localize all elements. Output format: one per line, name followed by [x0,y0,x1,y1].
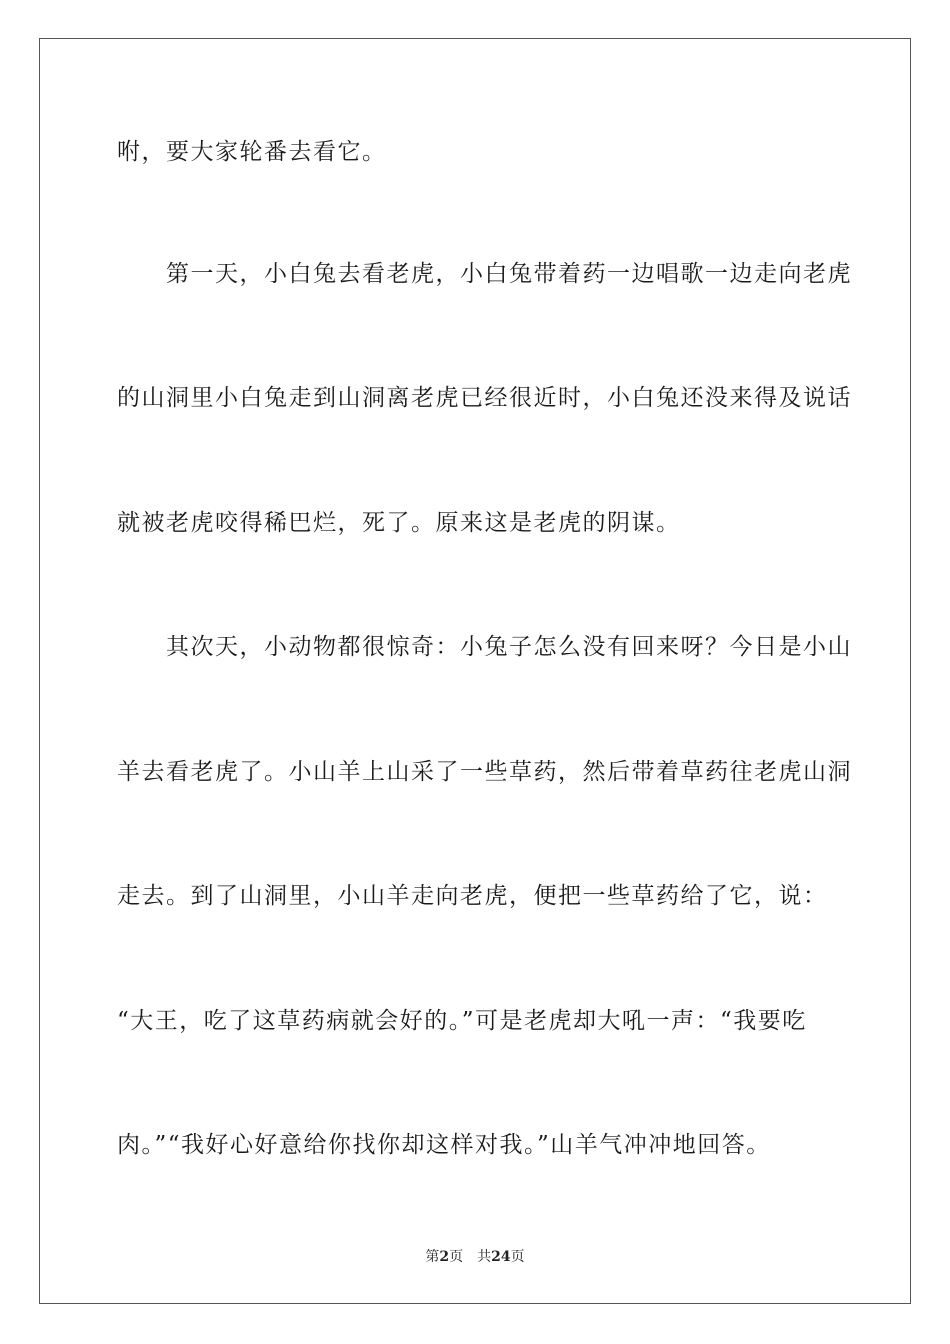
text-line: 走去。到了山洞里，小山羊走向老虎，便把一些草药给了它，说： [117,883,828,909]
page-suffix: 页 [449,1249,464,1265]
text-line: 第一天，小白兔去看老虎，小白兔带着药一边唱歌一边走向老虎 [117,261,852,287]
page-frame [39,38,911,1304]
text-line: 咐，要大家轮番去看它。 [117,139,387,165]
text-line: 就被老虎咬得稀巴烂，死了。原来这是老虎的阴谋。 [117,510,681,536]
text-line: 的山洞里小白兔走到山洞离老虎已经很近时，小白兔还没来得及说话 [117,385,852,411]
text-line: 羊去看老虎了。小山羊上山采了一些草药，然后带着草药往老虎山洞 [117,759,852,785]
page-footer [0,1248,950,1266]
total-suffix: 页 [510,1249,525,1265]
total-prefix: 共 [477,1249,492,1265]
page-prefix: 第 [425,1249,440,1265]
page-number: 2 [439,1249,450,1265]
text-line: 其次天，小动物都很惊奇：小兔子怎么没有回来呀？今日是小山 [117,634,852,660]
text-line: “大王，吃了这草药病就会好的。”可是老虎却大吼一声：“我要吃 [117,1008,807,1034]
text-line: 肉。”“我好心好意给你找你却这样对我。”山羊气冲冲地回答。 [117,1132,771,1158]
total-pages: 24 [491,1249,511,1265]
